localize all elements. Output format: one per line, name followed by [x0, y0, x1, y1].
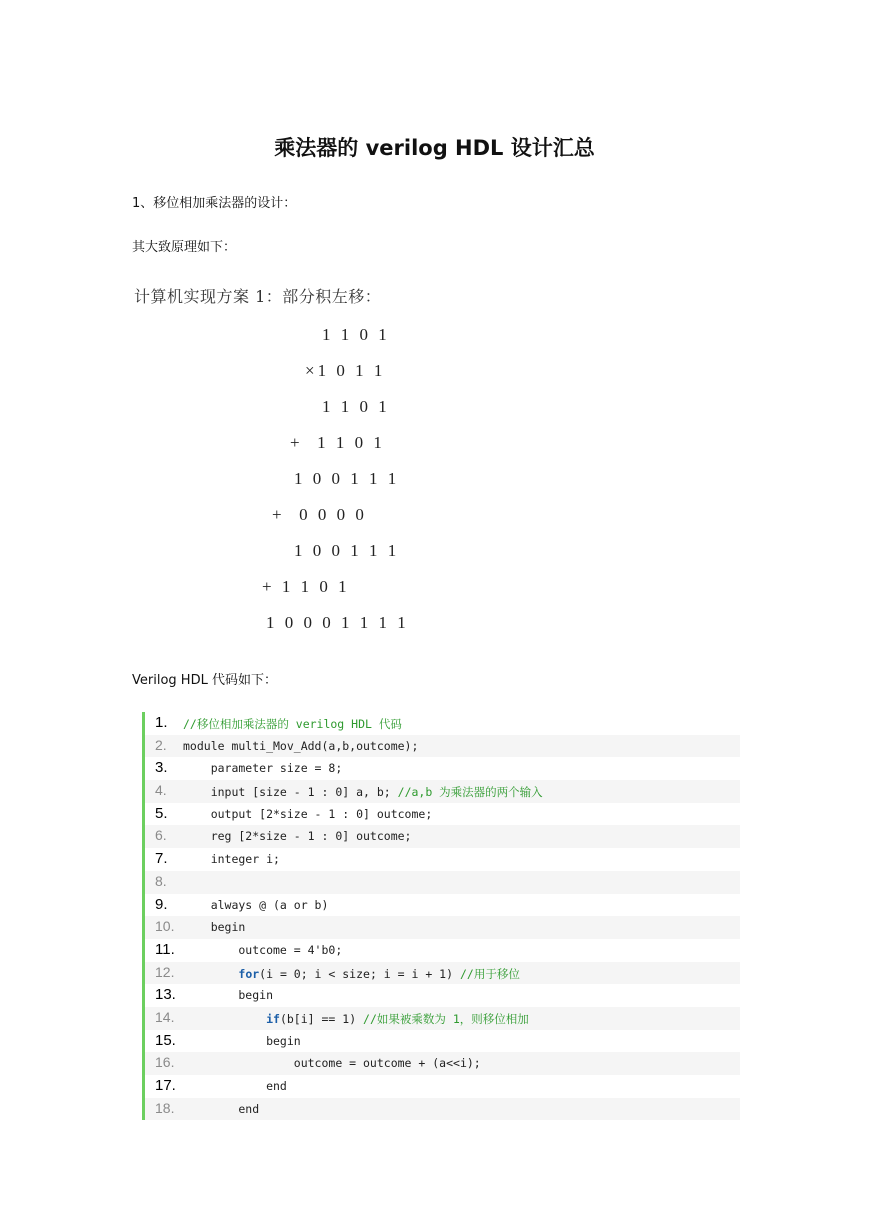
code-line — [145, 735, 740, 758]
figure-row: 1 1 0 1 — [322, 325, 390, 344]
document-title: 乘法器的 verilog HDL 设计汇总 — [274, 136, 595, 160]
figure-row: + 1 1 0 1 — [290, 433, 385, 452]
code-text — [183, 898, 328, 912]
code-comment: //用于移位 — [459, 966, 520, 981]
code-token — [183, 1012, 266, 1026]
figure-row: + 1 1 0 1 — [262, 577, 350, 596]
line-number: 16. — [155, 1054, 175, 1071]
code-token: integer i; — [183, 852, 280, 867]
code-line — [145, 1075, 740, 1098]
code-line — [145, 1052, 740, 1075]
code-text — [183, 807, 432, 821]
line-number: 1. — [155, 714, 168, 731]
code-comment: //a,b 为乘法器的两个输入 — [397, 785, 543, 800]
code-token: always @ (a or b) — [183, 897, 329, 912]
figure-row: 1 1 0 1 — [322, 397, 390, 416]
code-text — [183, 739, 418, 753]
code-text — [183, 784, 543, 800]
code-line — [145, 962, 740, 985]
code-text — [183, 943, 342, 957]
figure-row: 1 0 0 1 1 1 — [294, 469, 400, 488]
code-token: input [size - 1 : 0] a, b; — [183, 785, 398, 800]
code-keyword: if — [266, 1011, 280, 1026]
code-token: end — [183, 1101, 260, 1116]
figure-row: 1 0 0 0 1 1 1 1 — [266, 613, 409, 632]
figure-row: ×1 0 1 1 — [305, 361, 386, 380]
code-line — [145, 1030, 740, 1053]
code-token: (i = 0; i < size; i = i + 1) — [259, 966, 460, 981]
code-token: (b[i] == 1) — [279, 1011, 364, 1026]
code-line — [145, 1098, 740, 1121]
code-text — [183, 1056, 481, 1070]
code-line — [145, 871, 740, 894]
line-number: 11. — [155, 940, 175, 958]
line-number: 18. — [155, 1099, 175, 1116]
code-line — [145, 894, 740, 917]
code-keyword: for — [238, 966, 260, 981]
code-text — [183, 829, 411, 843]
line-number: 5. — [155, 804, 168, 822]
code-line — [145, 712, 740, 735]
line-number: 9. — [155, 895, 168, 913]
principle-intro: 其大致原理如下： — [132, 240, 237, 255]
code-text — [183, 988, 273, 1002]
line-number: 14. — [155, 1008, 175, 1025]
code-line — [145, 848, 740, 871]
code-line — [145, 939, 740, 962]
code-token: outcome = 4'b0; — [183, 942, 343, 957]
figure-caption: 计算机实现方案 1：部分积左移： — [134, 287, 382, 306]
code-token: begin — [183, 920, 246, 935]
code-text — [183, 852, 280, 866]
code-line — [145, 916, 740, 939]
code-line — [145, 780, 740, 803]
figure-row: + 0 0 0 0 — [272, 505, 367, 524]
code-text — [183, 1034, 301, 1048]
code-text — [183, 1079, 287, 1093]
code-token — [183, 967, 238, 981]
code-block — [142, 712, 740, 1120]
code-line — [145, 803, 740, 826]
code-line — [145, 757, 740, 780]
code-token: begin — [183, 1033, 301, 1048]
code-text — [183, 920, 245, 934]
code-text — [183, 1011, 529, 1027]
code-text — [183, 761, 342, 775]
line-number: 3. — [155, 759, 168, 777]
section-heading: 1、移位相加乘法器的设计： — [132, 196, 297, 211]
code-comment: //如果被乘数为 1，则移位相加 — [363, 1011, 529, 1026]
code-line — [145, 1007, 740, 1030]
line-number: 15. — [155, 1031, 176, 1049]
code-token: end — [183, 1079, 287, 1093]
code-line — [145, 825, 740, 848]
line-number: 17. — [155, 1077, 176, 1094]
figure-row: 1 0 0 1 1 1 — [294, 541, 400, 560]
line-number: 2. — [155, 736, 167, 753]
code-line — [145, 984, 740, 1007]
multiplication-figure — [134, 284, 434, 644]
code-token: begin — [183, 988, 274, 1003]
code-text — [183, 716, 402, 732]
code-token: reg [2*size - 1 : 0] outcome; — [183, 829, 412, 844]
code-token: outcome = outcome + (a<<i); — [183, 1056, 481, 1071]
code-intro: Verilog HDL 代码如下： — [132, 673, 277, 688]
line-number: 8. — [155, 872, 167, 889]
line-number: 10. — [155, 918, 175, 935]
line-number: 13. — [155, 986, 176, 1004]
code-token: parameter size = 8; — [183, 761, 343, 776]
code-text — [183, 966, 520, 982]
code-token: module multi_Mov_Add(a,b,outcome); — [183, 738, 419, 753]
line-number: 7. — [155, 850, 168, 868]
line-number: 12. — [155, 963, 175, 980]
line-number: 4. — [155, 782, 167, 799]
code-comment: //移位相加乘法器的 verilog HDL 代码 — [183, 717, 402, 731]
line-number: 6. — [155, 827, 167, 844]
code-token: output [2*size - 1 : 0] outcome; — [183, 806, 433, 821]
code-text — [183, 1102, 259, 1116]
